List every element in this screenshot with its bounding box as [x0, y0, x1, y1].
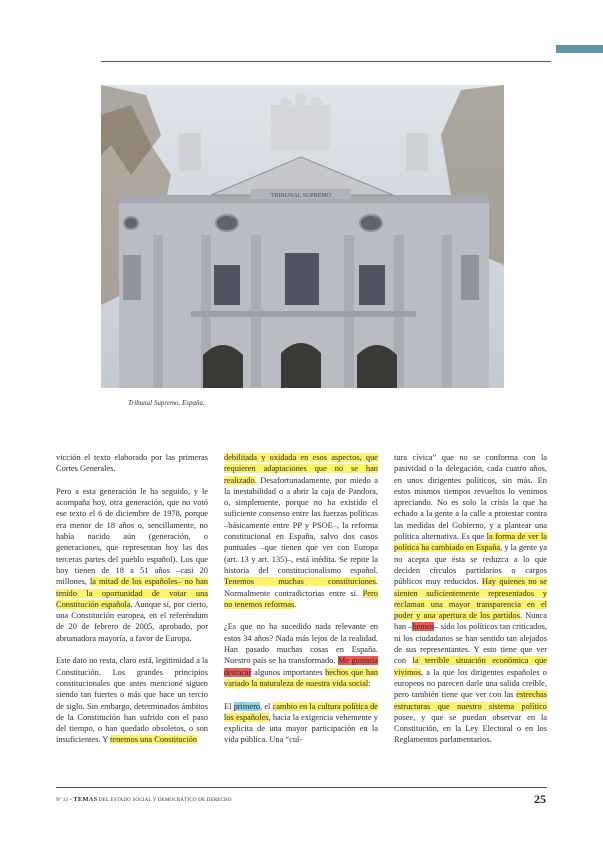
highlighted-text: Hay quienes no se sienten suficientemente representados y reclaman una mayor transparencia en el poder y una apertura de los partidos [394, 577, 547, 621]
text-run: , a la que los dirigentes españoles o europeos no parecen darle una salida creíble, pero también tiene que ver con las [394, 667, 547, 700]
paragraph [56, 452, 208, 475]
highlighted-text: tenemos una Constitución [110, 735, 198, 745]
header-rule [101, 61, 551, 62]
highlighted-text: la terrible situación económica que vivimos [394, 656, 548, 677]
highlighted-text: Pero no tenemos reformas [224, 588, 378, 609]
highlighted-text: Tenemos muchas constituciones [224, 577, 376, 587]
magazine-subtitle: DEL ESTADO SOCIAL Y DEMOCRÁTICO DE DERECHO [98, 798, 232, 803]
text-run: . [294, 599, 297, 609]
text-run: , hacia la exigencia vehemente y explícita de una mayor participación en la vida pública. Una “cul- [224, 712, 378, 745]
highlighted-text: Me gustaría destacar [224, 656, 378, 677]
text-run: . Normalmente contradictorias entre sí. [224, 577, 378, 598]
highlighted-text: estrechas estructuras que nuestro sistema político [394, 690, 547, 711]
highlighted-text: la mitad de los españoles– no han tenido la oportunidad de votar una Constitución española [56, 577, 208, 609]
tribunal-supremo-photo [101, 85, 504, 388]
paragraph [56, 655, 208, 745]
page-number: 25 [534, 792, 546, 806]
paragraph [56, 486, 208, 644]
text-column-1 [56, 452, 208, 757]
highlighted-text: hechos que han variado la naturaleza de nuestra vida social [224, 667, 378, 688]
paragraph [394, 452, 547, 746]
text-run: posee, y que se puedan observar en la Constitución, en la Ley Electoral o en los Reglamentos parlamentarios. [394, 712, 547, 745]
building-facade-illustration [101, 85, 504, 388]
text-run: vicción el texto elaborado por las primeras Cortes Generales. [56, 453, 208, 474]
text-run: , y la gente ya no acepta que ésta se reduzca a lo que deciden círculos partidarios o cargos públicos muy reducidos. [394, 543, 547, 587]
text-run: algunos importantes [251, 667, 326, 677]
text-run: Pero a esta generación le ha seguido, y le acompaña hoy, otra generación, que no votó ese texto el 6 de diciembre de 1978, porque era menor de 18 años o, sencillamente, no había nacido aún (generación, o generaciones, que representan hoy las dos terceras partes del pueblo español). Los que hoy tienen de 18 a 51 años –casi 20 millones, [56, 486, 208, 587]
paragraph [224, 452, 378, 610]
photo-caption: Tribunal Supremo, España. [128, 399, 205, 407]
text-run: : [368, 678, 371, 688]
highlighted-text: primero [233, 701, 261, 711]
paragraph [224, 701, 378, 746]
facade-inscription: TRIBUNAL SUPREMO [271, 193, 331, 199]
footer-rule [56, 787, 547, 788]
footer-separator: • [69, 798, 72, 803]
text-run: , el [260, 701, 273, 711]
text-run: – sido los políticos tan criticados, ni los ciudadanos se han sentido tan alejados de sus representantes. Y esto tiene que ver con [394, 622, 547, 666]
highlighted-text: la forma de ver la política ha cambiado en España [394, 532, 547, 553]
magazine-brand: TEMAS [73, 796, 98, 803]
highlighted-text: cambio en la cultura política de los españoles [224, 701, 379, 722]
text-run: tura cívica” que no se conforma con la pasividad o la delegación, cada cuatro años, en unos dirigentes políticos, sin más. En estos mismos tiempos revueltos lo venimos apreciando. No es solo la crisis la que ha echado a la gente a la calle a protestar contra las medidas del Gobierno, y a plantear una política alternativa. Es que [394, 453, 547, 542]
text-run: Este dato no resta, claro está, legitimidad a la Constitución. Los grandes principios constitucionales que antes mencioné siguen siendo tan fuertes o más que hace un tercio de siglo. Sin embargo, determinados ámbitos de la Constitución han sufrido con el paso del tiempo, o han quedado obsoletos, o son insuficientes. Y [56, 656, 208, 745]
text-column-2 [224, 452, 378, 757]
text-run: . Desafortunadamente, por miedo a la inestabilidad o a abrir la caja de Pandora, o, simplemente, porque no ha existido el suficiente consenso entre las fuerzas políticas –básicamente entre PP y PSOE–, la reforma constitucional en España, salvo dos casos puntuales –que tienen que ver con Europa (art. 13 y art. 135)–, está inédita. Se repite la historia del constitucionalismo español. [224, 475, 378, 575]
text-run: . Aunque sí, por cierto, una Constitución europea, en el referéndum de 20 de febrero de 2005, aprobado, por abrumadora mayoría, a favor de Europa. [56, 599, 209, 643]
text-column-3 [394, 452, 547, 757]
text-run: ¿Es que no ha sucedido nada relevante en estos 34 años? Nada más lejos de la realidad. Han pasado muchas cosas en España. Nuestro país se ha transformado. [224, 622, 378, 666]
highlighted-text: hemos [412, 622, 435, 632]
highlighted-text: debilitada y oxidada en esos aspectos, que requieren adaptaciones que no se han realizado [224, 453, 378, 485]
section-tab-marker [556, 45, 603, 53]
issue-number: Nº 33 [56, 798, 69, 803]
text-run: El [224, 701, 234, 711]
footer [56, 796, 232, 803]
text-run: . Nunca han – [394, 611, 547, 632]
paragraph [224, 621, 378, 689]
